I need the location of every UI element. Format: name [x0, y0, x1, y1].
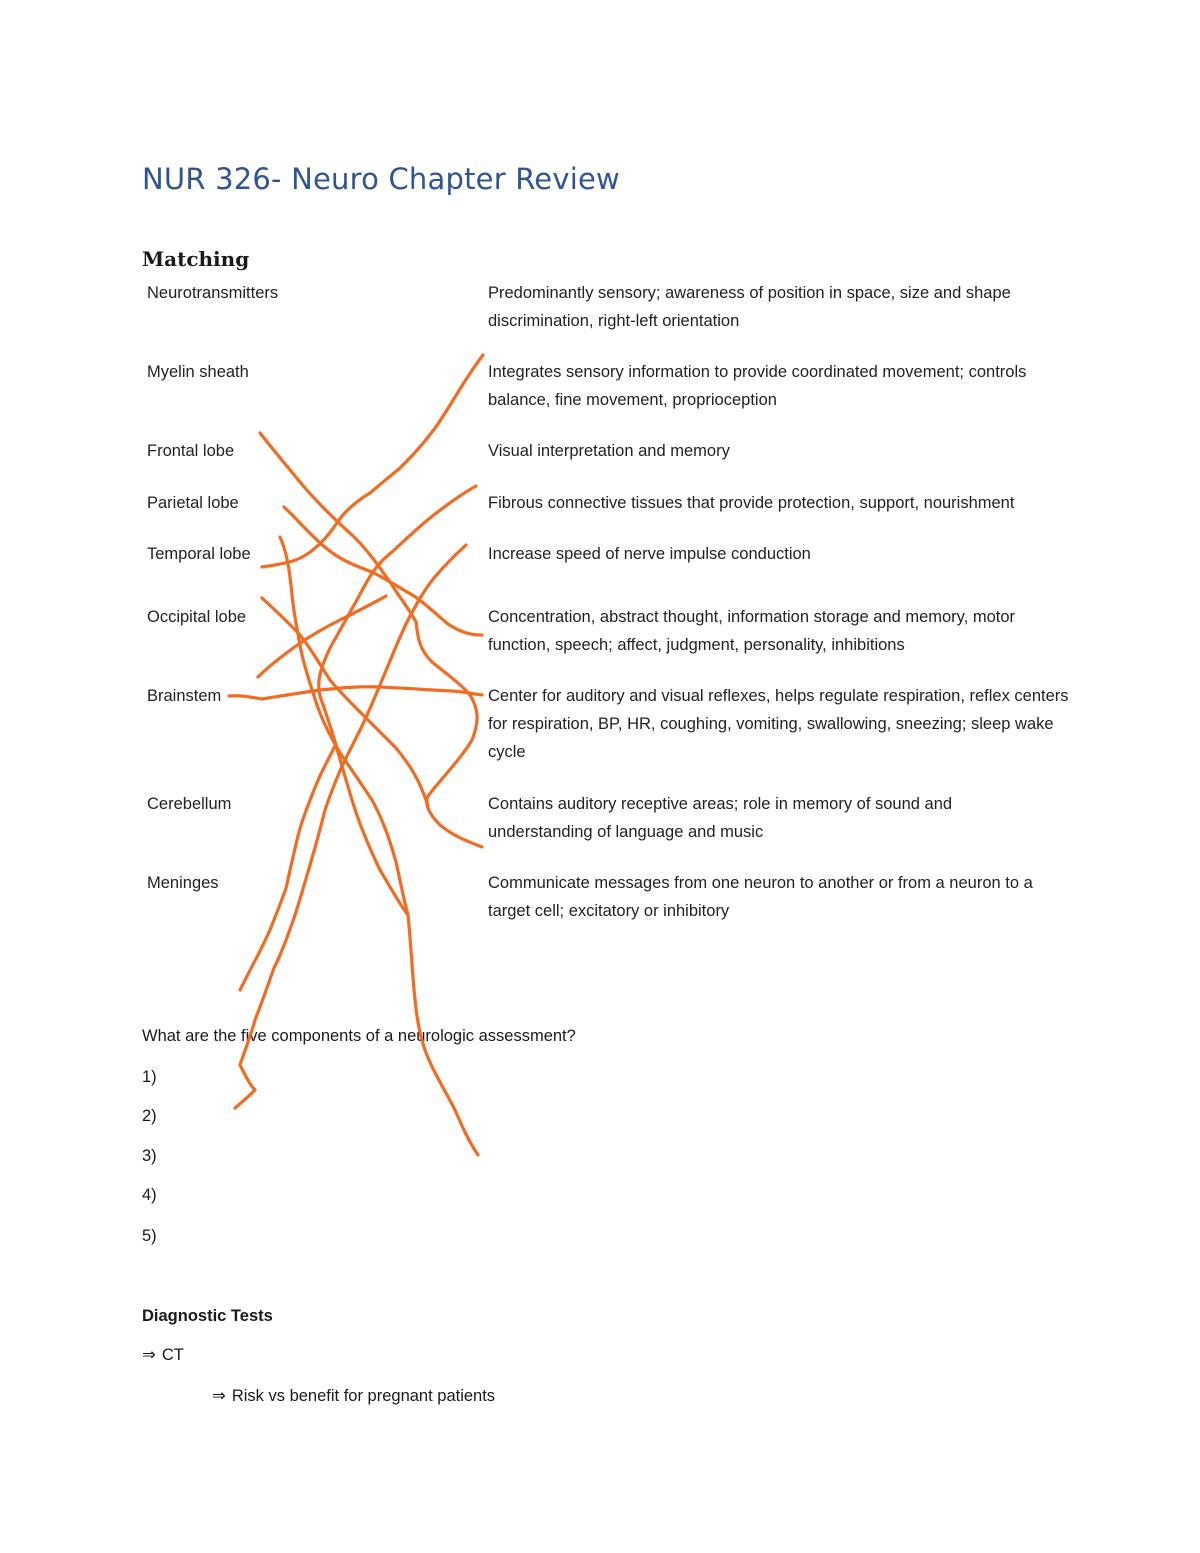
arrow-bullet-icon: ⇒ — [212, 1387, 226, 1405]
term-cerebellum: Cerebellum — [147, 795, 232, 813]
definition-9: Communicate messages from one neuron to another or from a neuron to a target cell; excitatory or inhibitory — [488, 874, 1033, 920]
definition-7: Center for auditory and visual reflexes, helps regulate respiration, reflex centers for respiration, BP, HR, coughing, vomiting, swallowing, sneezing; sleep wake cycle — [488, 687, 1069, 761]
term-frontal-lobe: Frontal lobe — [147, 442, 235, 460]
diagnostic-subitem-label: Risk vs benefit for pregnant patients — [231, 1387, 496, 1405]
ink-line-10 — [240, 746, 335, 990]
ink-line-9 — [229, 687, 482, 699]
diagnostic-item-label: CT — [161, 1346, 184, 1364]
answer-line-4: 4) — [142, 1186, 157, 1204]
term-neurotransmitters: Neurotransmitters — [147, 284, 279, 302]
ink-line-2 — [260, 433, 482, 847]
definition-1: Predominantly sensory; awareness of position in space, size and shape discrimination, right-left orientation — [488, 284, 1011, 330]
arrow-bullet-icon: ⇒ — [142, 1346, 156, 1364]
definition-3: Visual interpretation and memory — [488, 442, 730, 460]
answer-line-2: 2) — [142, 1107, 157, 1125]
ink-line-6 — [280, 537, 408, 915]
definition-5: Increase speed of nerve impulse conduction — [488, 545, 811, 563]
page-title: NUR 326- Neuro Chapter Review — [142, 162, 620, 196]
definition-2: Integrates sensory information to provide coordinated movement; controls balance, fine movement, proprioception — [488, 363, 1027, 409]
diagnostic-item-ct — [142, 1343, 184, 1367]
definition-4: Fibrous connective tissues that provide protection, support, nourishment — [488, 494, 1015, 512]
answer-line-1: 1) — [142, 1068, 157, 1086]
diagnostic-subitem — [212, 1384, 495, 1408]
ink-line-3 — [319, 486, 478, 1155]
term-temporal-lobe: Temporal lobe — [147, 545, 251, 563]
term-parietal-lobe: Parietal lobe — [147, 494, 239, 512]
definition-8: Contains auditory receptive areas; role in memory of sound and understanding of language and music — [488, 795, 953, 841]
diagnostic-tests-heading: Diagnostic Tests — [142, 1307, 273, 1325]
ink-line-7 — [262, 598, 428, 805]
matching-heading: Matching — [142, 247, 250, 271]
term-meninges: Meninges — [147, 874, 219, 892]
term-occipital-lobe: Occipital lobe — [147, 608, 247, 626]
ink-line-1 — [262, 355, 483, 567]
answer-line-3: 3) — [142, 1147, 157, 1165]
term-myelin-sheath: Myelin sheath — [147, 363, 249, 381]
ink-line-8 — [258, 596, 386, 677]
ink-line-4 — [284, 507, 482, 635]
assessment-question: What are the five components of a neurologic assessment? — [142, 1027, 576, 1045]
term-brainstem: Brainstem — [147, 687, 222, 705]
definition-6: Concentration, abstract thought, information storage and memory, motor function, speech; affect, judgment, personality, inhibitions — [488, 608, 1016, 654]
answer-line-5: 5) — [142, 1227, 157, 1245]
